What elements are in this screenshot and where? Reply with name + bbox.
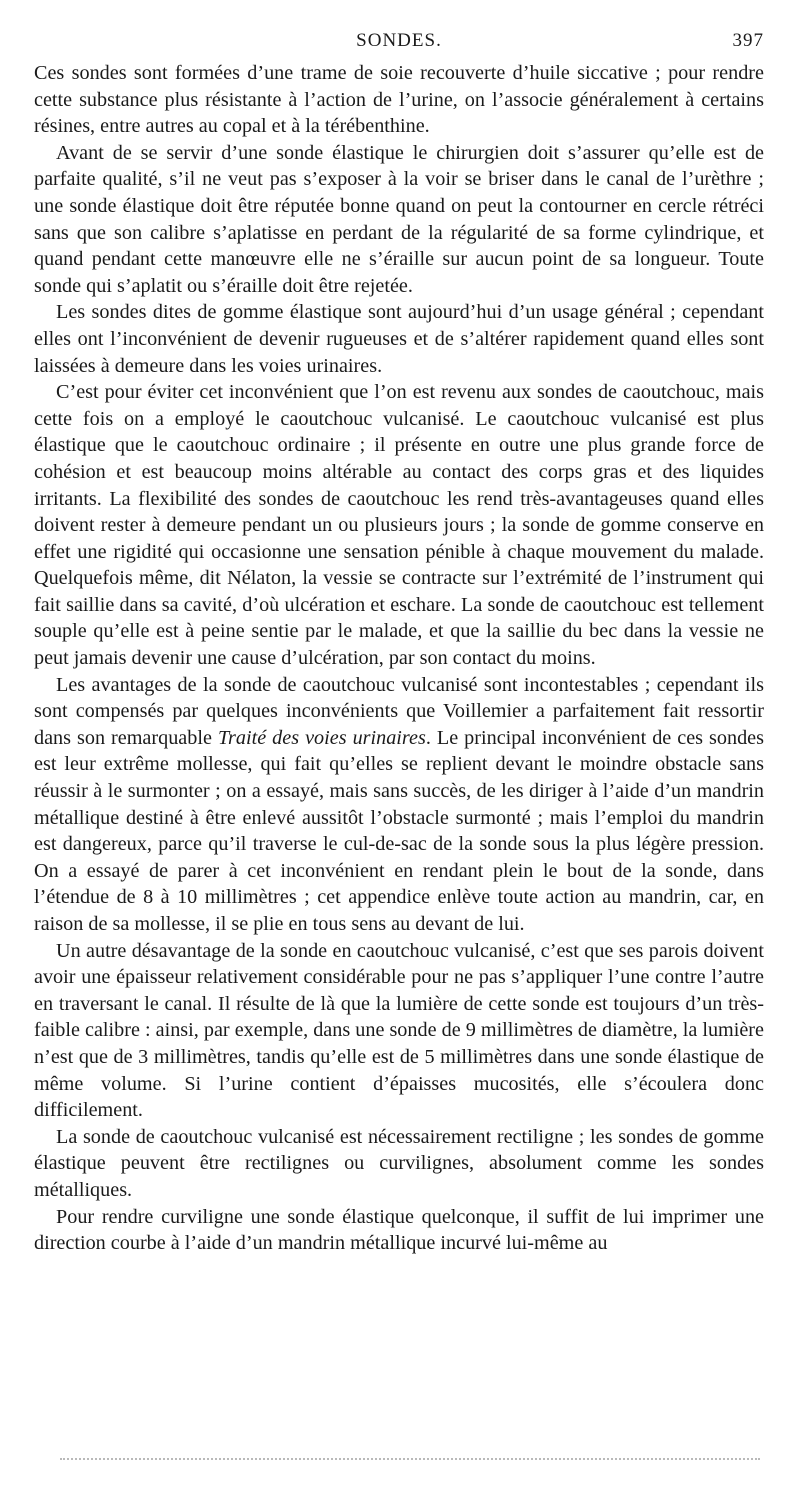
running-header — [34, 30, 764, 56]
book-page — [34, 30, 764, 1257]
paragraph: La sonde de caoutchouc vulcanisé est nécessairement rectiligne ; les sondes de gomme élastique peuvent être rectilignes ou curvilignes, absolument comme les sondes métalliques. — [34, 1125, 764, 1201]
paragraph-text: Les avantages de la sonde de caoutchouc vulcanisé sont incontestables ; cependant ils sont compensés par quelques inconvénients que Voillemier a parfaitement fait ressortir dans son remarquable — [34, 673, 764, 749]
paragraph: C’est pour éviter cet inconvénient que l’on est revenu aux sondes de caoutchouc, mais cette fois on a employé le caoutchouc vulcanisé. Le caoutchouc vulcanisé est plus élastique que le caoutchouc ordinaire ; il présente en outre une plus grande force de cohésion et est beaucoup moins altérable au contact des corps gras et des liquides irritants. La flexibilité des sondes de caoutchouc les rend très-avantageuses quand elles doivent rester à demeure pendant un ou plusieurs jours ; la sonde de gomme conserve en effet une rigidité qui occasionne une sensation pénible à chaque mouvement du malade. Quelquefois même, dit Nélaton, la vessie se contracte sur l’extrémité de l’instrument qui fait saillie dans sa cavité, d’où ulcération et eschare. La sonde de caoutchouc est tellement souple qu’elle est à peine sentie par le malade, et que la saillie du bec dans la vessie ne peut jamais devenir une cause d’ulcération, par son contact du moins. — [34, 381, 764, 670]
footer-dotted-rule — [60, 1458, 760, 1460]
paragraph: Un autre désavantage de la sonde en caoutchouc vulcanisé, c’est que ses parois doivent avoir une épaisseur relativement considérable pour ne pas s’appliquer l’une contre l’autre en traversant le canal. Il résulte de là que la lumière de cette sonde est toujours d’un très-faible calibre : ainsi, par exemple, dans une sonde de 9 millimètres de diamètre, la lumière n’est que de 3 millimètres, tandis qu’elle est de 5 millimètres dans une sonde élastique de même volume. Si l’urine contient d’épaisses mucosités, elle s’écoulera donc difficilement. — [34, 939, 764, 1122]
paragraph-text: . Le principal inconvénient de ces sondes est leur extrême mollesse, qui fait qu’elles se replient devant le moindre obstacle sans réussir à le surmonter ; on a essayé, mais sans succès, de les diriger à l’aide d’un mandrin métallique destiné à être enlevé aussitôt l’obstacle surmonté ; mais l’emploi du mandrin est dangereux, parce qu’il traverse le cul-de-sac de la sonde sous la plus légère pression. On a essayé de parer à cet inconvénient en rendant plein le bout de la sonde, dans l’étendue de 8 à 10 millimètres ; cet appendice enlève toute action au mandrin, car, en raison de sa mollesse, il se plie en tous sens au devant de lui. — [34, 726, 764, 935]
paragraph: Ces sondes sont formées d’une trame de soie recouverte d’huile siccative ; pour rendre cette substance plus résistante à l’action de l’urine, on l’associe généralement à certains résines, entre autres au copal et à la térébenthine. — [34, 62, 764, 138]
running-title: SONDES. — [356, 30, 442, 51]
page-number: 397 — [732, 30, 764, 51]
body-text — [34, 60, 764, 1257]
paragraph — [34, 672, 764, 938]
paragraph: Avant de se servir d’une sonde élastique le chirurgien doit s’assurer qu’elle est de parfaite qualité, s’il ne veut pas s’exposer à la voir se briser dans le canal de l’urèthre ; une sonde élastique doit être réputée bonne quand on peut la contourner en cercle rétréci sans que son calibre s’aplatisse en perdant de la régularité de sa forme cylindrique, et quand pendant cette manœuvre elle ne s’éraille sur aucun point de sa longueur. Toute sonde qui s’aplatit ou s’éraille doit être rejetée. — [34, 141, 764, 297]
paragraph: Pour rendre curviligne une sonde élastique quelconque, il suffit de lui imprimer une direction courbe à l’aide d’un mandrin métallique incurvé lui-même au — [34, 1205, 764, 1255]
paragraph: Les sondes dites de gomme élastique sont aujourd’hui d’un usage général ; cependant elles ont l’inconvénient de devenir rugueuses et de s’altérer rapidement quand elles sont laissées à demeure dans les voies urinaires. — [34, 301, 764, 377]
book-title-italic: Traité des voies urinaires — [217, 726, 426, 749]
